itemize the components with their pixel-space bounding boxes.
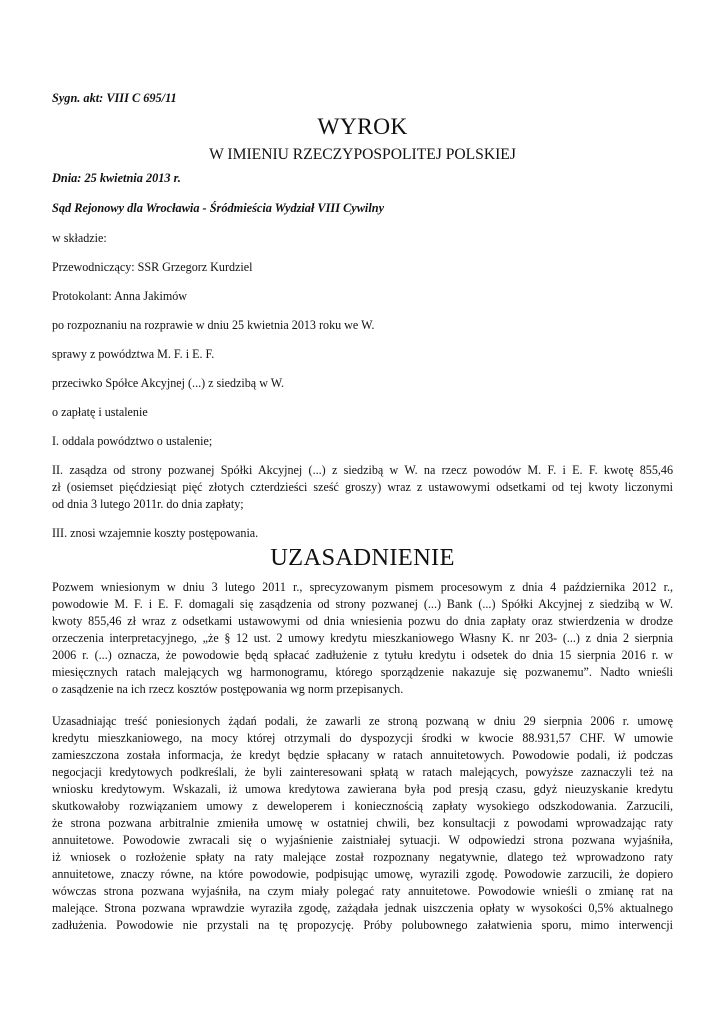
- hearing-info: po rozpoznaniu na rozprawie w dniu 25 kwietnia 2013 roku we W.: [52, 318, 375, 332]
- paragraph-line: 2006 r. (...) oznacza, że powodowie będą spłacać zadłużenie z tytułu kredytu i odsetek do dnia 15 sierpnia 2016 r. w: [52, 648, 673, 662]
- court-name: Sąd Rejonowy dla Wrocławia - Śródmieścia Wydział VIII Cywilny: [52, 201, 385, 215]
- judgment-date: Dnia: 25 kwietnia 2013 r.: [52, 171, 181, 185]
- ruling-item-2-line: zł (osiemset pięćdziesiąt pięć złotych czterdzieści sześć groszy) wraz z ustawowymi odsetkami od tej kwoty liczonymi: [52, 480, 673, 494]
- ruling-item-2-line: II. zasądza od strony pozwanej Spółki Akcyjnej (...) z siedzibą w W. na rzecz powodów M. F. i E. F. kwotę 855,46: [52, 463, 673, 477]
- court-clerk: Protokolant: Anna Jakimów: [52, 289, 188, 303]
- ruling-item-2-line: od dnia 3 lutego 2011r. do dnia zapłaty;: [52, 497, 244, 511]
- paragraph-line: miesięcznych ratach malejących wg harmonogramu, którego sporządzenie nakazuje się pozwanemu”. Nadto wnieśli: [52, 665, 673, 679]
- paragraph-line: orzeczenia interpretacyjnego, „że § 12 ust. 2 umowy kredytu mieszkaniowego Własny K. nr 203- (...) z dnia 2 sierpnia: [52, 631, 673, 645]
- paragraph-line: iż wniosek o rozłożenie spłaty na raty malejące został rozpoznany negatywnie, dlatego też wprowadzono raty: [52, 850, 673, 864]
- paragraph-line: o zasądzenie na ich rzecz kosztów postępowania wg norm przepisanych.: [52, 682, 404, 696]
- paragraph-line: zadłużenia. Powodowie nie przystali na tę propozycję. Próby polubownego załatwienia sporu, mimo interwencji: [52, 918, 673, 932]
- case-subject: o zapłatę i ustalenie: [52, 405, 148, 419]
- paragraph-line: Uzasadniając treść poniesionych żądań podali, że zawarli ze stroną pozwaną w dniu 29 sierpnia 2006 r. umowę: [52, 714, 673, 728]
- paragraph-line: malejące. Strona pozwana wprawdzie wyraziła zgodę, zażądała jednak uiszczenia opłaty w wysokości 0,5% aktualnego: [52, 901, 673, 915]
- paragraph-line: wniosku kredytowym. Wskazali, iż umowa kredytowa zawierana była pod presją czasu, gdyż nieuzyskanie kredytu: [52, 782, 673, 796]
- ruling-item-3: III. znosi wzajemnie koszty postępowania.: [52, 526, 259, 540]
- case-number: Sygn. akt: VIII C 695/11: [52, 91, 177, 105]
- ruling-item-2: [52, 462, 673, 513]
- paragraph-line: kredytu mieszkaniowego, na mocy której otrzymali do dyspozycji środki w kwocie 88.931,57 CHF. W umowie: [52, 731, 673, 745]
- document-subtitle: W IMIENIU RZECZYPOSPOLITEJ POLSKIEJ: [209, 146, 516, 163]
- justification-paragraph-1: [52, 579, 673, 698]
- paragraph-line: powodowie M. F. i E. F. domagali się zasądzenia od strony pozwanej (...) Bank (...) Spółki Akcyjnej z siedzibą w W.: [52, 597, 673, 611]
- ruling-item-1: I. oddala powództwo o ustalenie;: [52, 434, 213, 448]
- paragraph-line: kwoty 855,46 zł wraz z odsetkami ustawowymi od dnia wniesienia pozwu do dnia zapłaty oraz stwierdzenia w drodze: [52, 614, 673, 628]
- justification-heading: UZASADNIENIE: [270, 544, 455, 571]
- paragraph-line: zamieszczona została informacja, że kredyt będzie spłacany w ratach annuitetowych. Powodowie podali, iż podczas: [52, 748, 673, 762]
- paragraph-line: że strona pozwana arbitralnie zmieniła umowę w ostatniej chwili, bez konsultacji z powodami wprowadzając raty: [52, 816, 673, 830]
- defendant: przeciwko Spółce Akcyjnej (...) z siedzibą w W.: [52, 376, 285, 390]
- paragraph-line: annuitetowe, znaczy równe, na które powodowie, podpisując umowę, wyrazili zgodę. Powodowie zarzucili, że dopiero: [52, 867, 673, 881]
- paragraph-line: annuitetowe. Powodowie zwracali się o wyjaśnienie zaistniałej sytuacji. W odpowiedzi strona pozwana wyjaśniła,: [52, 833, 673, 847]
- case-parties: sprawy z powództwa M. F. i E. F.: [52, 347, 215, 361]
- presiding-judge: Przewodniczący: SSR Grzegorz Kurdziel: [52, 260, 253, 274]
- paragraph-line: skutkowałoby rozwiązaniem umowy z deweloperem i koniecznością zapłaty wysokiego odszkodowania. Zarzucili,: [52, 799, 673, 813]
- paragraph-line: wówczas strona pozwana wyjaśniła, na czym miały polegać raty annuitetowe. Powodowie wnieśli o zmianę rat na: [52, 884, 673, 898]
- composition-label: w składzie:: [52, 231, 107, 245]
- document-title: WYROK: [317, 114, 408, 140]
- paragraph-line: Pozwem wniesionym w dniu 3 lutego 2011 r., sprecyzowanym pismem procesowym z dnia 4 października 2012 r.,: [52, 580, 673, 594]
- paragraph-line: negocjacji kredytowych podkreślali, że byli zainteresowani spłatą w ratach malejących, powyższe zaznaczyli też na: [52, 765, 673, 779]
- justification-paragraph-2: [52, 713, 673, 934]
